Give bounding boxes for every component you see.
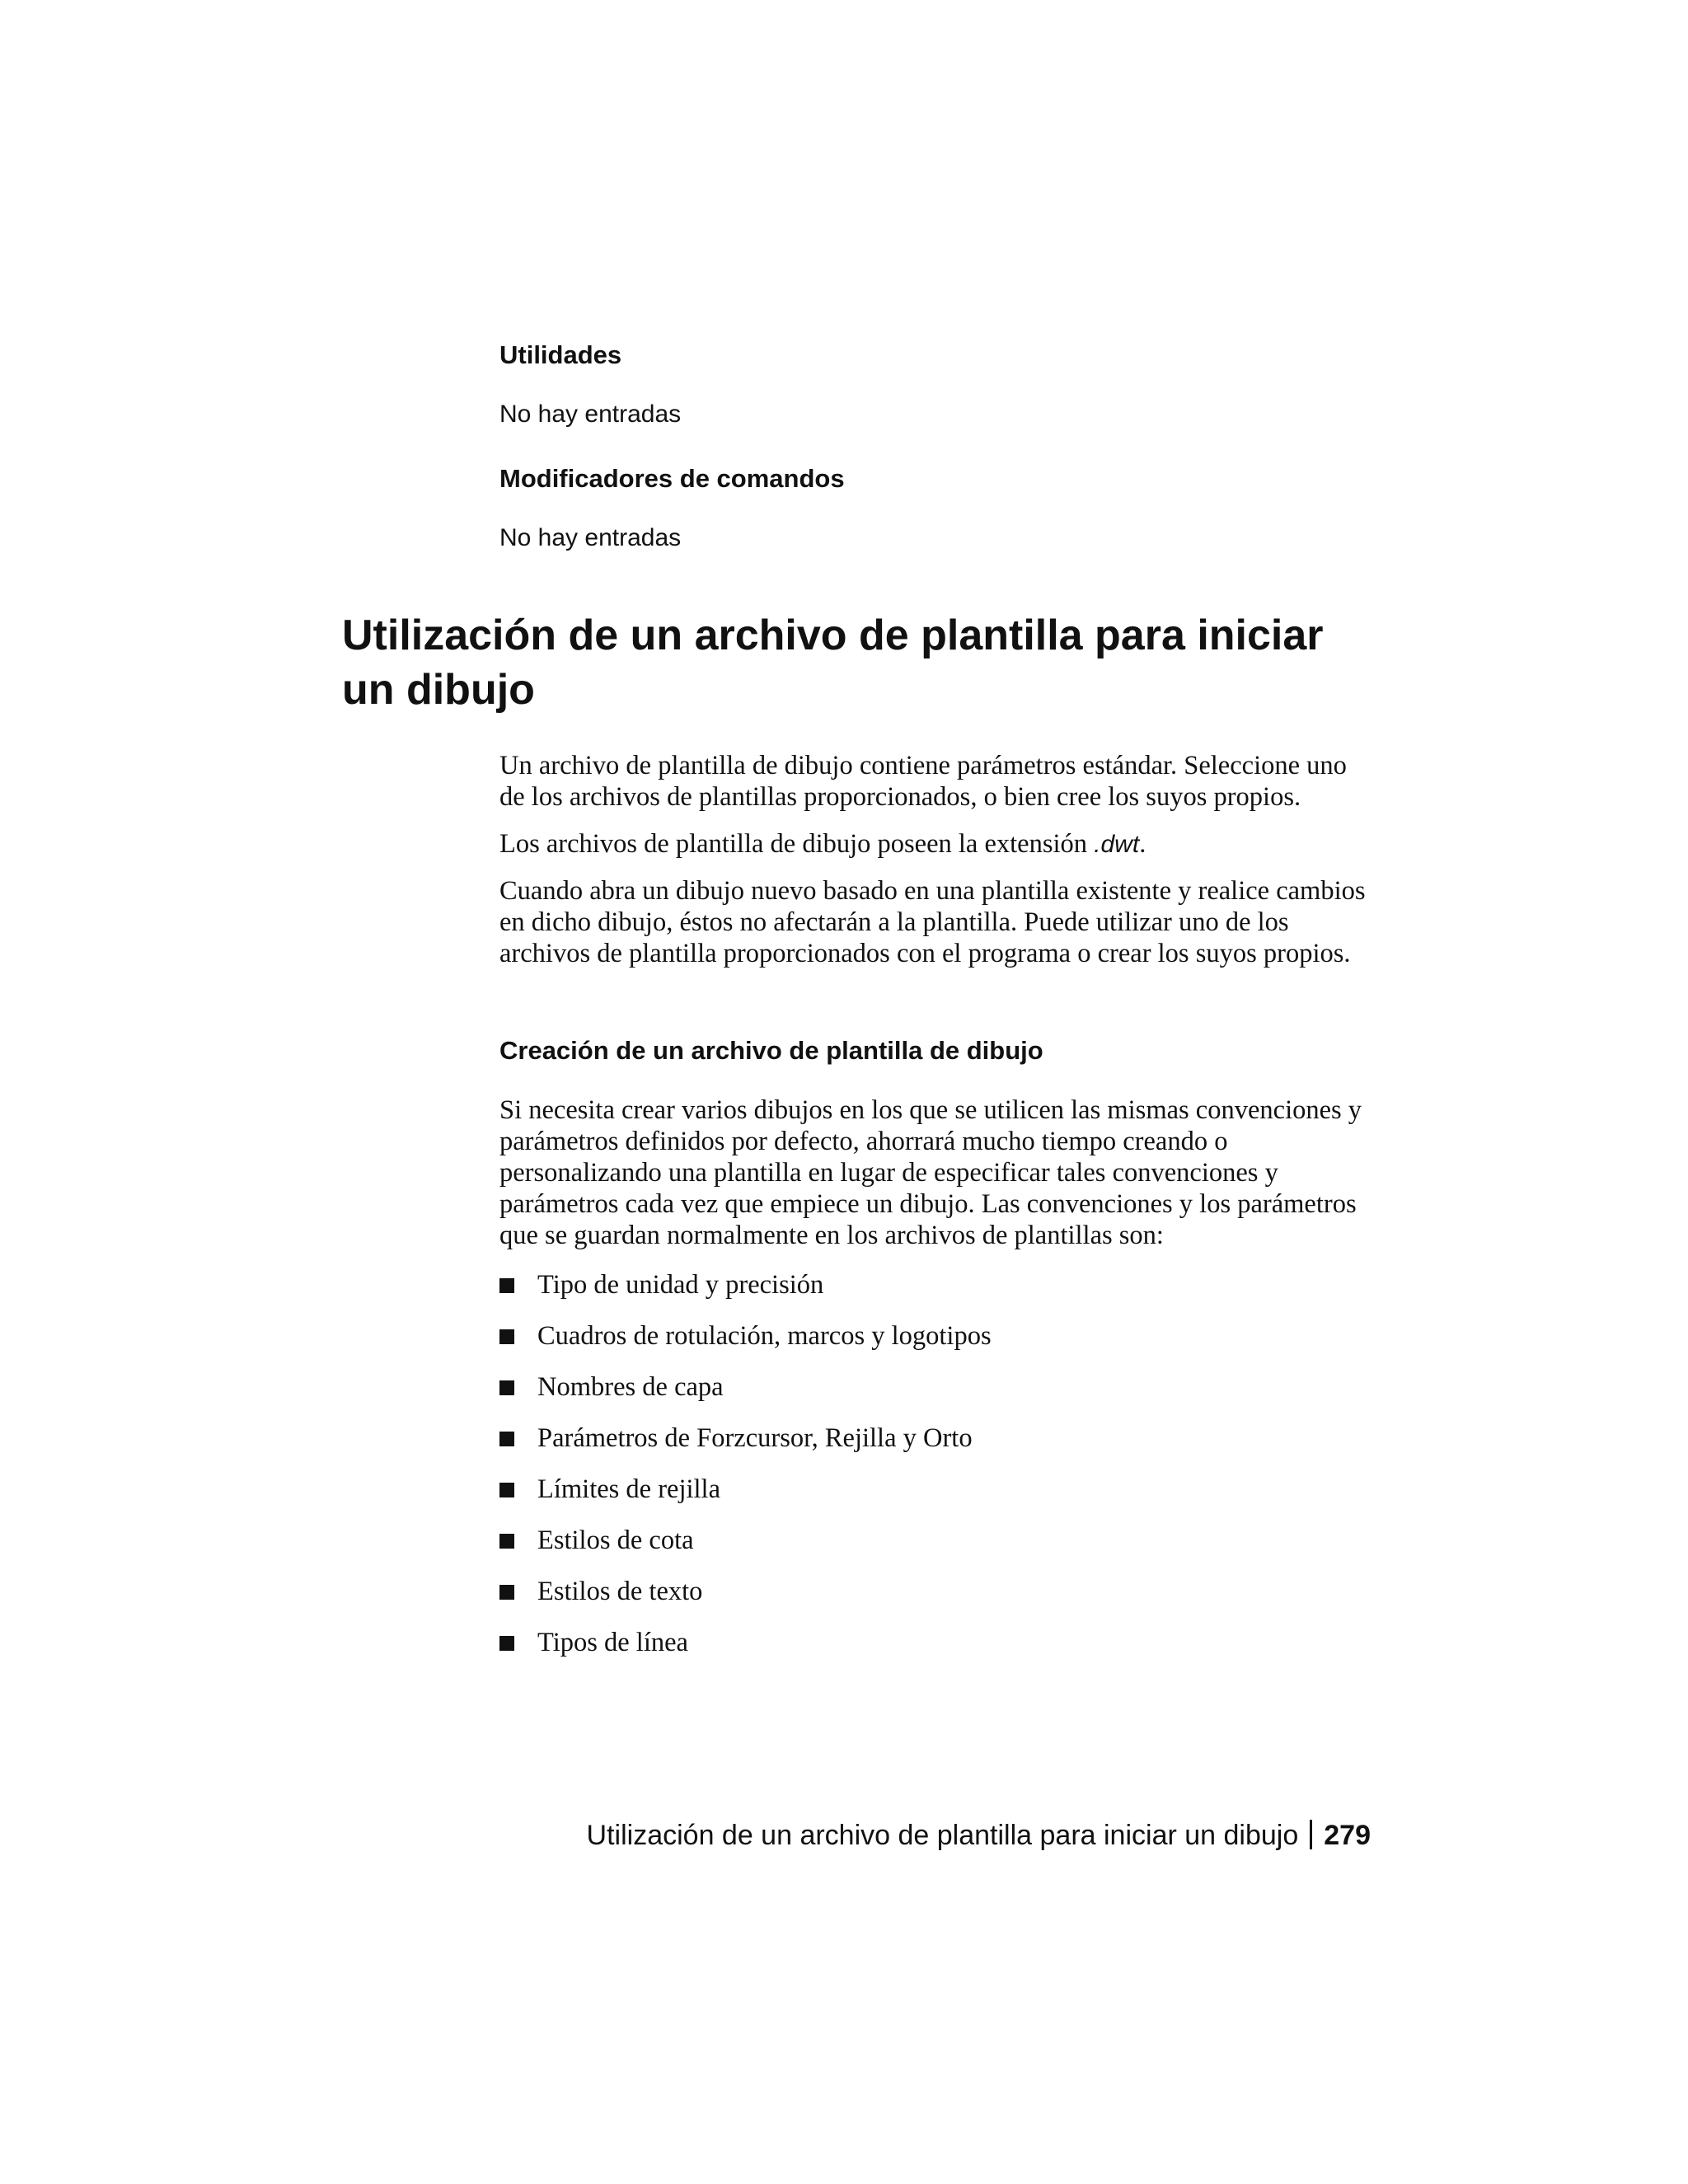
square-bullet-icon <box>499 1329 514 1344</box>
list-item-text: Tipos de línea <box>537 1628 688 1657</box>
square-bullet-icon <box>499 1380 514 1395</box>
list-item-text: Cuadros de rotulación, marcos y logotipos <box>537 1321 992 1351</box>
page-number: 279 <box>1324 1820 1371 1851</box>
page-footer <box>587 1819 1371 1852</box>
square-bullet-icon <box>499 1636 514 1651</box>
extension-period: . <box>1139 829 1146 859</box>
modificadores-text: No hay entradas <box>499 524 682 551</box>
intro-paragraph-1: Un archivo de plantilla de dibujo contiene parámetros estándar. Seleccione uno de los archivos de plantillas proporcionados, o bien cree los suyos propios. <box>499 751 1347 812</box>
list-item <box>499 1320 992 1371</box>
extension-text: Los archivos de plantilla de dibujo poseen la extensión <box>499 829 1095 859</box>
list-item <box>499 1422 992 1474</box>
utilidades-text: No hay entradas <box>499 401 682 428</box>
modificadores-heading: Modificadores de comandos <box>499 464 845 493</box>
square-bullet-icon <box>499 1483 514 1497</box>
square-bullet-icon <box>499 1534 514 1549</box>
footer-separator <box>1310 1820 1312 1849</box>
list-item <box>499 1576 992 1627</box>
list-item-text: Tipo de unidad y precisión <box>537 1270 824 1300</box>
intro-section-3 <box>499 875 1373 969</box>
list-item-text: Estilos de cota <box>537 1526 694 1555</box>
template-contents-list <box>499 1269 992 1678</box>
extension-paragraph <box>499 828 1373 860</box>
creation-section <box>499 1094 1373 1251</box>
square-bullet-icon <box>499 1432 514 1446</box>
list-item-text: Estilos de texto <box>537 1577 703 1606</box>
intro-paragraph-3: Cuando abra un dibujo nuevo basado en una plantilla existente y realice cambios en dicho dibujo, éstos no afectarán a la plantilla. Puede utilizar uno de los archivos de plantilla proporcionados con el programa o crear los suyos propios. <box>499 876 1366 968</box>
list-item <box>499 1474 992 1525</box>
extension-value: .dwt <box>1094 831 1140 858</box>
utilidades-heading: Utilidades <box>499 340 622 369</box>
list-item-text: Límites de rejilla <box>537 1474 721 1504</box>
square-bullet-icon <box>499 1278 514 1293</box>
list-item <box>499 1269 992 1320</box>
creation-heading: Creación de un archivo de plantilla de dibujo <box>499 1036 1043 1065</box>
creation-paragraph: Si necesita crear varios dibujos en los que se utilicen las mismas convenciones y parámetros definidos por defecto, ahorrará mucho tiempo creando o personalizando una plantilla en lugar de especificar tales convenciones y parámetros cada vez que empiece un dibujo. Las convenciones y los parámetros que se guardan normalmente en los archivos de plantillas son: <box>499 1095 1362 1250</box>
running-title: Utilización de un archivo de plantilla para iniciar un dibujo <box>586 1820 1299 1851</box>
list-item <box>499 1371 992 1422</box>
intro-section <box>499 750 1373 813</box>
list-item-text: Nombres de capa <box>537 1372 724 1402</box>
list-item-text: Parámetros de Forzcursor, Rejilla y Orto <box>537 1423 973 1453</box>
list-item <box>499 1627 992 1678</box>
page-title: Utilización de un archivo de plantilla para iniciar un dibujo <box>342 612 1324 714</box>
list-item <box>499 1525 992 1576</box>
square-bullet-icon <box>499 1585 514 1600</box>
